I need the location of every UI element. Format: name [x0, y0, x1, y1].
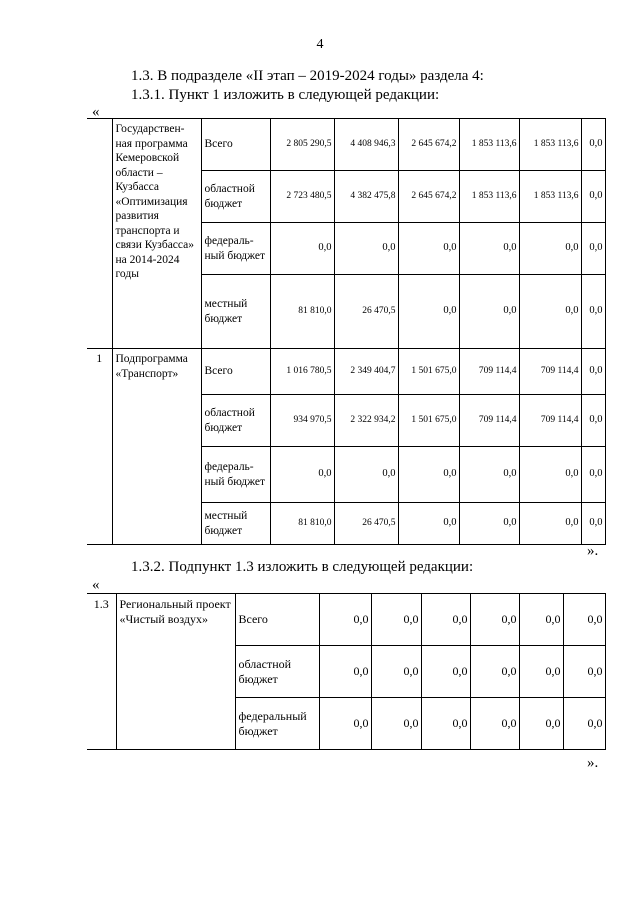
- project-name: Региональный проект «Чистый воздух»: [116, 594, 235, 750]
- value-cell: 0,0: [519, 646, 563, 698]
- row-number-cell: 1.3: [87, 594, 116, 750]
- value-cell: 709 114,4: [519, 395, 581, 447]
- subprogram-name: Подпрограмма «Транспорт»: [112, 349, 201, 545]
- value-cell: 0,0: [470, 698, 519, 750]
- source-label: Всего: [201, 119, 270, 171]
- table-row: [87, 594, 605, 646]
- value-cell: 1 016 780,5: [270, 349, 334, 395]
- value-cell: 2 723 480,5: [270, 171, 334, 223]
- value-cell: 709 114,4: [459, 395, 519, 447]
- value-cell: 0,0: [519, 275, 581, 349]
- source-label: федеральный бюджет: [235, 698, 319, 750]
- value-cell: 0,0: [459, 275, 519, 349]
- table-program-funding: [87, 118, 606, 545]
- value-cell: 1 501 675,0: [398, 395, 459, 447]
- value-cell: 0,0: [581, 223, 605, 275]
- value-cell: 709 114,4: [459, 349, 519, 395]
- value-cell: 0,0: [270, 223, 334, 275]
- program-block: [87, 119, 605, 349]
- value-cell: 1 853 113,6: [459, 171, 519, 223]
- value-cell: 81 810,0: [270, 275, 334, 349]
- sub1-heading: 1.3.1. Пункт 1 изложить в следующей редакции:: [131, 87, 440, 103]
- value-cell: 0,0: [459, 447, 519, 503]
- value-cell: 0,0: [371, 698, 421, 750]
- value-cell: 0,0: [470, 646, 519, 698]
- value-cell: 0,0: [371, 646, 421, 698]
- value-cell: 0,0: [581, 171, 605, 223]
- value-cell: 2 805 290,5: [270, 119, 334, 171]
- value-cell: 0,0: [563, 698, 605, 750]
- value-cell: 0,0: [581, 119, 605, 171]
- subprogram-block: [87, 349, 605, 545]
- value-cell: 0,0: [519, 447, 581, 503]
- value-cell: 1 853 113,6: [519, 171, 581, 223]
- source-label: местный бюджет: [201, 503, 270, 545]
- section-heading: 1.3. В подразделе «II этап – 2019-2024 годы» раздела 4:: [131, 68, 484, 84]
- value-cell: 0,0: [519, 698, 563, 750]
- source-label: областной бюджет: [235, 646, 319, 698]
- value-cell: 0,0: [581, 395, 605, 447]
- value-cell: 2 645 674,2: [398, 119, 459, 171]
- value-cell: 2 349 404,7: [334, 349, 398, 395]
- value-cell: 0,0: [319, 594, 371, 646]
- value-cell: 0,0: [398, 447, 459, 503]
- source-label: федераль-ный бюджет: [201, 447, 270, 503]
- value-cell: 0,0: [270, 447, 334, 503]
- value-cell: 0,0: [459, 223, 519, 275]
- program-name: Государствен-ная программа Кемеровской области – Кузбасса «Оптимизация развития транспорта и связи Кузбасса» на 2014-2024 годы: [112, 119, 201, 349]
- sub2-heading: 1.3.2. Подпункт 1.3 изложить в следующей редакции:: [131, 559, 474, 575]
- value-cell: 0,0: [319, 646, 371, 698]
- source-label: областной бюджет: [201, 395, 270, 447]
- value-cell: 0,0: [398, 275, 459, 349]
- value-cell: 0,0: [581, 503, 605, 545]
- source-label: федераль-ный бюджет: [201, 223, 270, 275]
- table-row: [87, 349, 605, 395]
- value-cell: 709 114,4: [519, 349, 581, 395]
- value-cell: 1 853 113,6: [519, 119, 581, 171]
- value-cell: 0,0: [421, 646, 470, 698]
- table-row: [87, 119, 605, 171]
- value-cell: 0,0: [519, 223, 581, 275]
- close-quote-2: ».: [587, 755, 599, 771]
- value-cell: 0,0: [334, 223, 398, 275]
- source-label: Всего: [235, 594, 319, 646]
- value-cell: 0,0: [563, 646, 605, 698]
- table-clean-air-project: [87, 593, 606, 750]
- source-label: Всего: [201, 349, 270, 395]
- open-quote-2: «: [92, 577, 100, 593]
- value-cell: 0,0: [581, 447, 605, 503]
- value-cell: 0,0: [398, 223, 459, 275]
- value-cell: 0,0: [371, 594, 421, 646]
- open-quote-1: «: [92, 104, 100, 120]
- value-cell: 0,0: [563, 594, 605, 646]
- value-cell: 2 645 674,2: [398, 171, 459, 223]
- value-cell: 0,0: [459, 503, 519, 545]
- source-label: областной бюджет: [201, 171, 270, 223]
- value-cell: 26 470,5: [334, 503, 398, 545]
- value-cell: 4 408 946,3: [334, 119, 398, 171]
- page-number: 4: [316, 37, 324, 52]
- source-label: местный бюджет: [201, 275, 270, 349]
- value-cell: 0,0: [421, 698, 470, 750]
- value-cell: 0,0: [581, 349, 605, 395]
- value-cell: 1 853 113,6: [459, 119, 519, 171]
- value-cell: 0,0: [319, 698, 371, 750]
- row-number-cell: [87, 119, 112, 349]
- row-number-cell: 1: [87, 349, 112, 545]
- close-quote-1: ».: [587, 543, 599, 559]
- value-cell: 4 382 475,8: [334, 171, 398, 223]
- value-cell: 0,0: [581, 275, 605, 349]
- value-cell: 934 970,5: [270, 395, 334, 447]
- value-cell: 0,0: [470, 594, 519, 646]
- value-cell: 81 810,0: [270, 503, 334, 545]
- value-cell: 26 470,5: [334, 275, 398, 349]
- value-cell: 0,0: [519, 503, 581, 545]
- value-cell: 1 501 675,0: [398, 349, 459, 395]
- value-cell: 0,0: [398, 503, 459, 545]
- value-cell: 0,0: [421, 594, 470, 646]
- value-cell: 0,0: [519, 594, 563, 646]
- value-cell: 0,0: [334, 447, 398, 503]
- value-cell: 2 322 934,2: [334, 395, 398, 447]
